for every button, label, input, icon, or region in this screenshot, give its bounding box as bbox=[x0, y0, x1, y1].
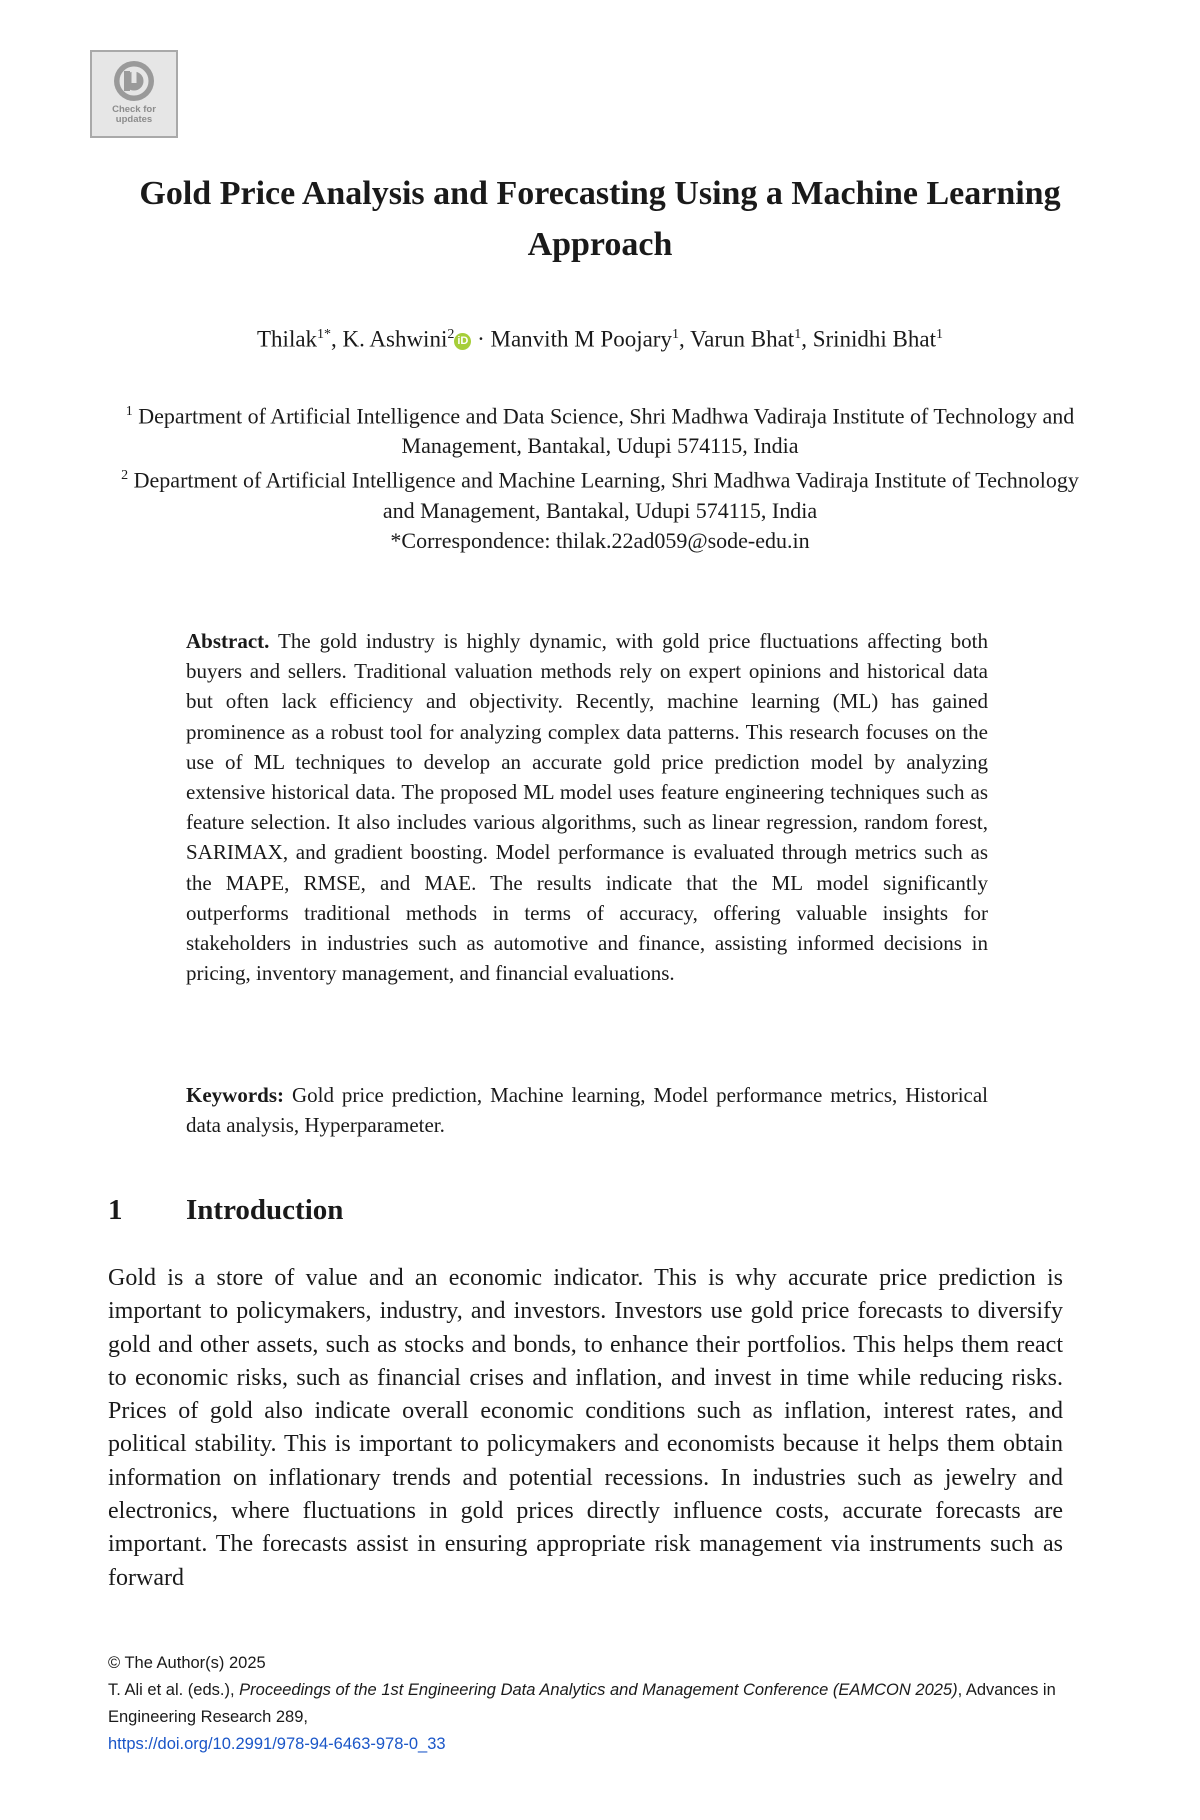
author-separator: , bbox=[678, 326, 691, 352]
author-list bbox=[100, 318, 1100, 357]
author-separator: , bbox=[801, 326, 813, 352]
affiliation-2-text: Department of Artificial Intelligence and Machine Learning, Shri Madhwa Vadiraja Institute of Technology and Management, Bantakal, Udupi 574115, India bbox=[133, 467, 1079, 523]
orcid-icon[interactable]: iD bbox=[454, 333, 471, 350]
affiliation-2-marker: 2 bbox=[121, 468, 129, 484]
affiliation-2 bbox=[110, 461, 1090, 525]
affiliation-1-text: Department of Artificial Intelligence and Data Science, Shri Madhwa Vadiraja Institute of Technology and Management, Bantakal, Udupi 574115, India bbox=[138, 403, 1075, 459]
author-affiliation-marker: 1 bbox=[936, 327, 943, 342]
affiliations bbox=[110, 397, 1090, 556]
affiliation-1 bbox=[110, 397, 1090, 461]
section-title: Introduction bbox=[186, 1194, 344, 1226]
author-name: Srinidhi Bhat bbox=[812, 326, 936, 352]
badge-text: Check for updates bbox=[112, 104, 156, 125]
author-name: Manvith M Poojary bbox=[490, 326, 672, 352]
proceedings-title: Proceedings of the 1st Engineering Data Analytics and Management Conference (EAMCON 2025) bbox=[239, 1681, 958, 1699]
author-separator: , bbox=[331, 326, 343, 352]
copyright: © The Author(s) 2025 bbox=[108, 1654, 266, 1672]
abstract bbox=[186, 626, 988, 988]
footer bbox=[108, 1650, 1068, 1758]
doi-line bbox=[108, 1731, 1068, 1758]
abstract-label: Abstract. bbox=[186, 629, 270, 653]
citation-suffix: , Advances in Engineering Research 289, bbox=[108, 1681, 1056, 1726]
author-affiliation-marker: 2 bbox=[447, 327, 455, 342]
author-name: Varun Bhat bbox=[690, 326, 795, 352]
abstract-text: The gold industry is highly dynamic, with gold price fluctuations affecting both buyers and sellers. Traditional valuation methods rely on expert opinions and historical data but often lack efficiency and objectivity. Recently, machine learning (ML) has gained prominence as a robust tool for analyzing complex data patterns. This research focuses on the use of ML techniques to develop an accurate gold price prediction model by analyzing extensive historical data. The proposed ML model uses feature engineering techniques such as feature selection. It also includes various algorithms, such as linear regression, random forest, SARIMAX, and gradient boosting. Model performance is evaluated through metrics such as the MAPE, RMSE, and MAE. The results indicate that the ML model significantly outperforms traditional methods in terms of accuracy, offering valuable insights for stakeholders in industries such as automotive and finance, assisting informed decisions in pricing, inventory management, and financial evaluations. bbox=[186, 629, 988, 986]
citation-prefix: T. Ali et al. (eds.), bbox=[108, 1681, 240, 1699]
author-name: Thilak bbox=[257, 326, 318, 352]
keywords-text: Gold price prediction, Machine learning, Model performance metrics, Historical data analysis, Hyperparameter. bbox=[186, 1083, 989, 1137]
correspondence: *Correspondence: thilak.22ad059@sode-edu.in bbox=[390, 527, 810, 553]
intro-paragraph: Gold is a store of value and an economic indicator. This is why accurate price prediction is important to policymakers, industry, and investors. Investors use gold price forecasts to diversify gold and other assets, such as stocks and bonds, to enhance their portfolios. This helps them react to economic risks, such as financial crises and inflation, and invest in time while reducing risks. Prices of gold also indicate overall economic conditions such as inflation, interest rates, and political stability. This is important to policymakers and economists because it helps them obtain information on inflationary trends and potential recessions. In industries such as jewelry and electronics, where fluctuations in gold prices directly influence costs, accurate forecasts are important. The forecasts assist in ensuring appropriate risk management via instruments such as forward bbox=[108, 1265, 1063, 1591]
citation bbox=[108, 1677, 1068, 1731]
section-number: 1 bbox=[108, 1194, 123, 1226]
affiliation-1-marker: 1 bbox=[125, 404, 133, 419]
keywords-label: Keywords: bbox=[186, 1083, 284, 1107]
keywords bbox=[186, 1080, 988, 1140]
author-affiliation-marker: 1* bbox=[317, 327, 332, 342]
paper-title: Gold Price Analysis and Forecasting Using a Machine Learning Approach bbox=[139, 175, 1061, 263]
author-separator: · bbox=[471, 326, 491, 352]
author-name: K. Ashwini bbox=[342, 326, 448, 352]
doi-link[interactable]: https://doi.org/10.2991/978-94-6463-978-0_33 bbox=[108, 1735, 446, 1753]
author-affiliation-marker: 1 bbox=[794, 327, 802, 342]
crossmark-icon bbox=[112, 59, 156, 103]
check-for-updates-badge[interactable] bbox=[90, 50, 178, 138]
author-affiliation-marker: 1 bbox=[671, 327, 679, 342]
section-heading bbox=[108, 1190, 1008, 1230]
